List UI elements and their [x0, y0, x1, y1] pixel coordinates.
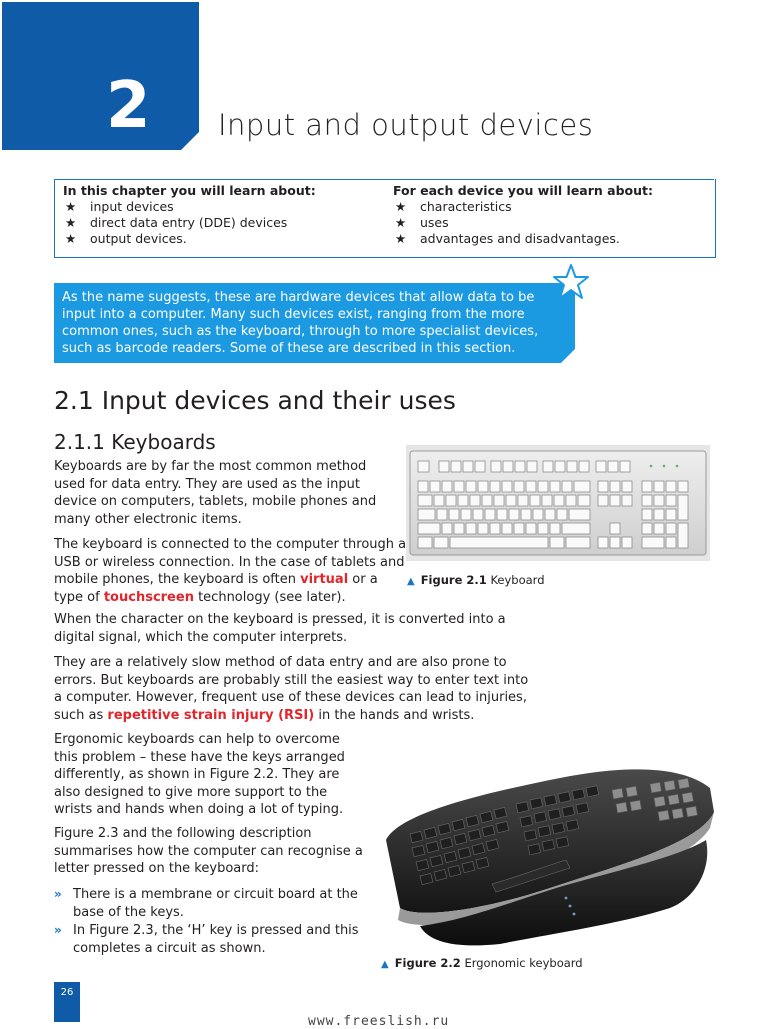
triangle-icon: ▲ — [407, 576, 415, 587]
paragraph: The keyboard is connected to the computer through a USB or wireless connection. In the case of tablets and mobile phones, the keyboard is often virtual or a type of touchscreen technology (see later). — [54, 537, 407, 605]
paragraph: Keyboards are by far the most common method used for data entry. They are used as the input device on computers, tablets, mobile phones and many other electronic items. — [54, 459, 377, 527]
star-icon: ★ — [65, 231, 77, 246]
page-number: 26 — [60, 987, 74, 998]
star-icon: ★ — [65, 215, 77, 230]
triangle-icon: ▲ — [381, 959, 389, 970]
learning-objectives-right — [393, 183, 653, 247]
learning-left-item: ★ output devices. — [65, 231, 187, 246]
list-item: » In Figure 2.3, the ‘H’ key is pressed and this completes a circuit as shown. — [54, 923, 359, 956]
intro-text: As the name suggests, these are hardware devices that allow data to be input into a computer. Many such devices exist, ranging from the more common ones, such as the keyboard, through to more specialist devices, such as barcode readers. Some of these are described in this section. — [62, 290, 539, 356]
star-outline-icon — [552, 263, 590, 301]
paragraph: Figure 2.3 and the following description summarises how the computer can recognise a letter pressed on the keyboard: — [54, 826, 363, 876]
chapter-number: 2 — [106, 69, 151, 143]
star-icon: ★ — [395, 199, 407, 214]
bullet-list — [54, 886, 384, 958]
learning-objectives-box — [54, 179, 716, 258]
double-chevron-icon: » — [54, 923, 62, 937]
key-term: virtual — [300, 572, 349, 587]
subsection-heading: 2.1.1 Keyboards — [54, 430, 216, 454]
star-icon: ★ — [395, 215, 407, 230]
figure-caption: ▲ Figure 2.2 Ergonomic keyboard — [381, 956, 583, 970]
paragraph: When the character on the keyboard is pressed, it is converted into a digital signal, which the computer interprets. — [54, 612, 506, 645]
key-term: touchscreen — [103, 589, 194, 605]
list-item: » There is a membrane or circuit board at the base of the keys. — [54, 887, 358, 920]
learning-right-item: ★ advantages and disadvantages. — [395, 231, 620, 246]
double-chevron-icon: » — [54, 887, 62, 901]
section-heading: 2.1 Input devices and their uses — [54, 386, 456, 415]
learning-right-item: ★ uses — [395, 215, 449, 230]
star-icon: ★ — [395, 231, 407, 246]
figure-caption: ▲ Figure 2.1 Keyboard — [407, 573, 545, 587]
chapter-number-box — [2, 2, 199, 150]
paragraph: They are a relatively slow method of data entry and are also prone to errors. But keyboards are probably still the easiest way to enter text into a computer. However, frequent use of these devices can lead to injuries, such as repetitive strain injury (RSI) in the hands and wrists. — [54, 655, 529, 723]
learning-left-item: ★ input devices — [65, 199, 174, 214]
star-icon: ★ — [65, 199, 77, 214]
learning-left-item: ★ direct data entry (DDE) devices — [65, 215, 288, 230]
intro-box — [54, 283, 575, 363]
key-term: repetitive strain injury (RSI) — [107, 707, 315, 723]
paragraph: Ergonomic keyboards can help to overcome this problem – these have the keys arranged differently, as shown in Figure 2.2. They are also designed to give more support to the wrists and hands when doing a lot of typing. — [54, 732, 345, 817]
ergonomic-keyboard-image — [380, 748, 716, 948]
learning-right-heading: For each device you will learn about: — [393, 183, 654, 198]
page-number-tab — [54, 982, 80, 1022]
chapter-title: Input and output devices — [218, 108, 594, 142]
learning-right-item: ★ characteristics — [395, 199, 512, 214]
learning-left-heading: In this chapter you will learn about: — [63, 183, 316, 198]
learning-objectives-left — [63, 183, 316, 247]
keyboard-image — [406, 445, 710, 561]
watermark-url: www.freeslish.ru — [308, 1014, 450, 1029]
